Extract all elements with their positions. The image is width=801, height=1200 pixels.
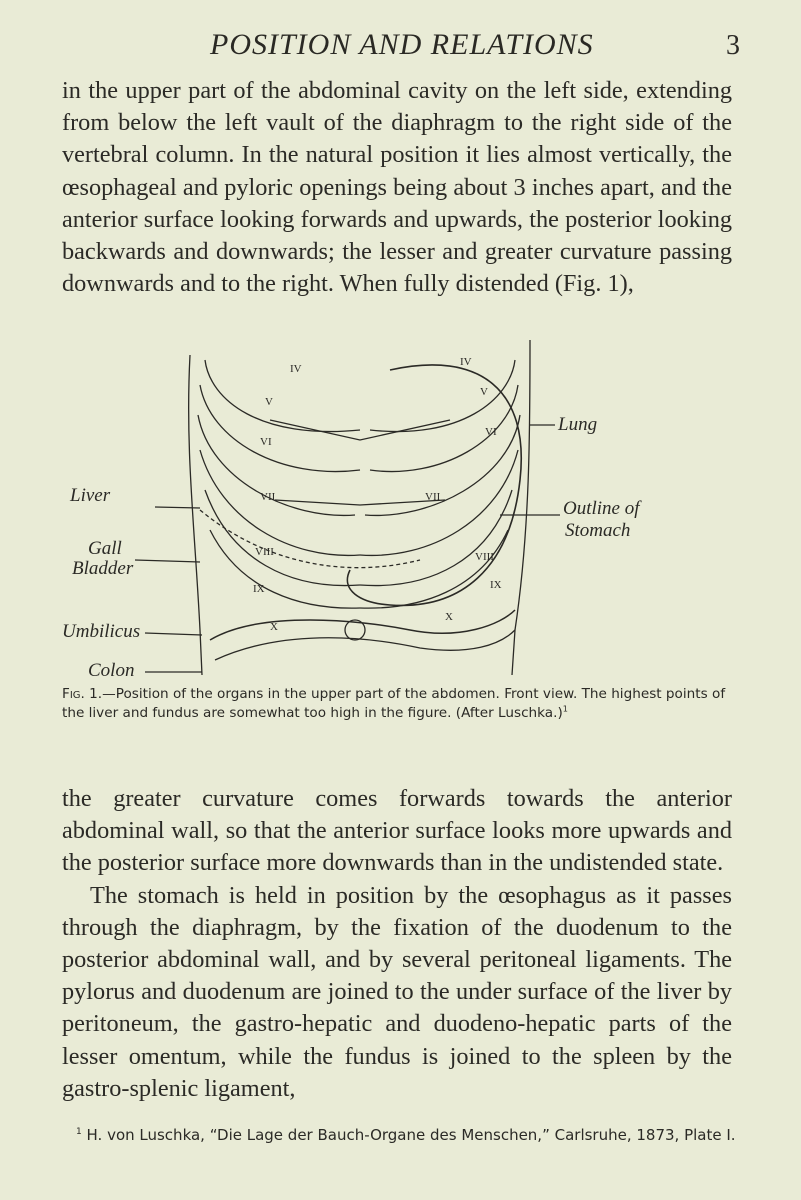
- footnote-marker: 1: [76, 1127, 82, 1137]
- rib-numeral: V: [265, 396, 273, 408]
- page-number: 3: [726, 30, 740, 61]
- label-colon: Colon: [88, 660, 135, 681]
- rib-numeral: VI: [485, 426, 497, 438]
- page-header: [60, 28, 740, 64]
- label-umbilicus: Umbilicus: [62, 621, 141, 642]
- caption-footnote-ref: 1: [562, 703, 568, 714]
- paragraph-2: the greater curvature comes forwards towards the anterior abdominal wall, so that the anterior surface looks more upwards and the posterior surface more downwards than in the undistended state.: [62, 785, 732, 877]
- rib-numeral: VII: [260, 491, 276, 503]
- anatomical-figure: [60, 330, 740, 680]
- paragraph-3: The stomach is held in position by the œsophagus as it passes through the diaphragm, by the fixation of the duodenum to the posterior abdominal wall, and by several peritoneal ligaments. The pylorus and duodenum are joined to the under surface of the liver by peritoneum, the gastro-hepatic and duodeno-hepatic parts of the lesser omentum, while the fundus is joined to the spleen by the gastro-splenic ligament,: [62, 881, 732, 1102]
- running-title: POSITION AND RELATIONS: [210, 28, 594, 61]
- rib-numeral: IX: [490, 579, 502, 591]
- rib-numeral: X: [270, 621, 278, 633]
- body-continuation: [62, 783, 732, 1105]
- label-stomach: Stomach: [565, 520, 631, 541]
- paragraph-1: in the upper part of the abdominal cavity on the left side, extending from below the left vault of the diaphragm to the right side of the vertebral column. In the natural position it lies almost vertically, the œsophageal and pyloric openings being about 3 inches apart, and the anterior surface looking forwards and upwards, the posterior looking backwards and downwards; the lesser and greater curvature passing downwards and to the right. When fully distended (Fig. 1),: [62, 77, 732, 298]
- footnote-text: H. von Luschka, “Die Lage der Bauch-Organe des Menschen,” Carlsruhe, 1873, Plate I.: [86, 1126, 736, 1144]
- caption-lead: Fig. 1.: [62, 686, 103, 702]
- rib-numeral: VIII: [475, 551, 494, 563]
- label-liver: Liver: [70, 485, 111, 506]
- rib-numeral: IV: [290, 363, 302, 375]
- label-outline-of: Outline of: [563, 498, 640, 519]
- rib-numeral: VII: [425, 491, 441, 503]
- rib-numeral: X: [445, 611, 453, 623]
- rib-numeral: VIII: [255, 546, 274, 558]
- label-gall: Gall: [88, 538, 122, 559]
- caption-text: —Position of the organs in the upper part of the abdomen. Front view. The highest points of the liver and fundus are somewhat too high in the figure. (After Luschka.): [62, 686, 726, 721]
- rib-numeral: VI: [260, 436, 272, 448]
- label-lung: Lung: [558, 414, 598, 435]
- footnote: [62, 1125, 742, 1146]
- figure-caption: [62, 685, 734, 723]
- label-bladder: Bladder: [72, 558, 134, 579]
- rib-numeral: V: [480, 386, 488, 398]
- rib-numeral: IV: [460, 356, 472, 368]
- rib-numeral: IX: [253, 583, 265, 595]
